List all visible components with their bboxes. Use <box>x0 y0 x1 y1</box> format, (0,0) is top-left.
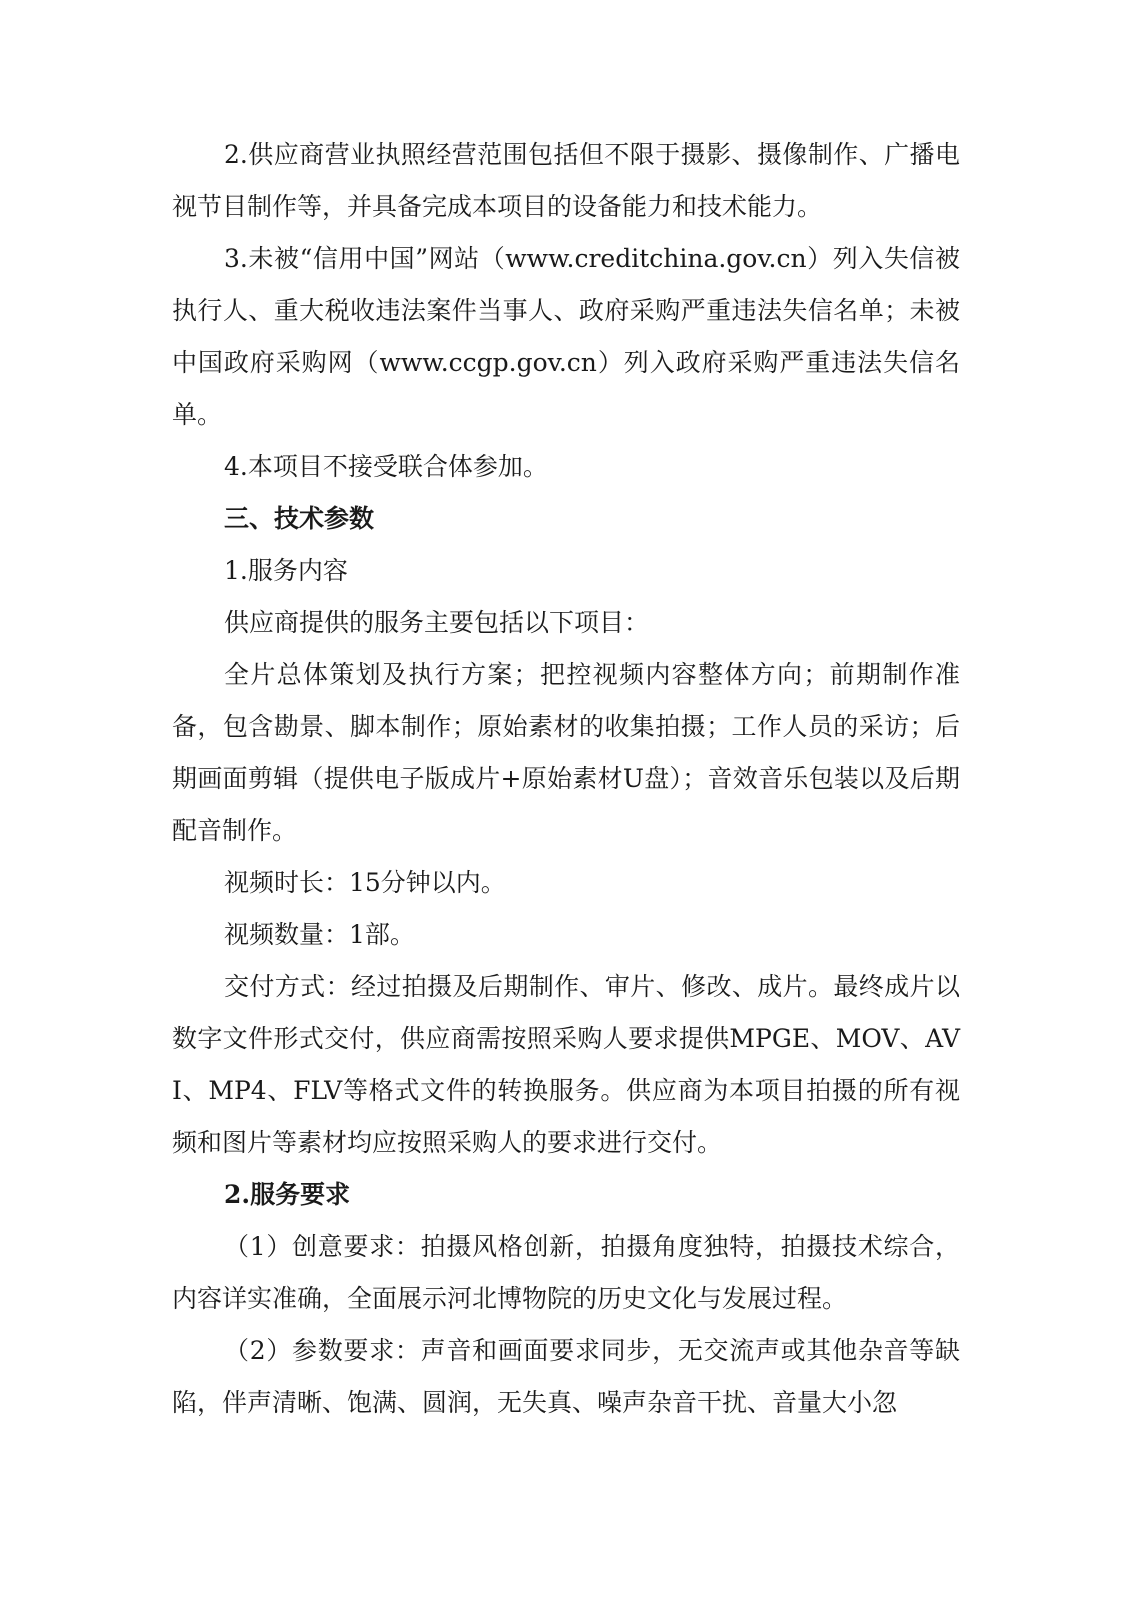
paragraph-requirement-2: 2.供应商营业执照经营范围包括但不限于摄影、摄像制作、广播电视节目制作等，并具备完成本项目的设备能力和技术能力。 <box>172 140 960 221</box>
paragraph-video-duration: 视频时长：15分钟以内。 <box>224 868 506 897</box>
paragraph-requirement-4: 4.本项目不接受联合体参加。 <box>224 452 548 481</box>
subheading-service-requirements: 2.服务要求 <box>224 1180 351 1209</box>
paragraph-requirement-3: 3.未被“信用中国”网站（www.creditchina.gov.cn）列入失信被执行人、重大税收违法案件当事人、政府采购严重违法失信名单；未被中国政府采购网（www.ccgp.gov.cn）列入政府采购严重违法失信名单。 <box>172 244 960 429</box>
paragraph-video-quantity: 视频数量：1部。 <box>224 920 415 949</box>
paragraph-parameter-requirements: （2）参数要求：声音和画面要求同步，无交流声或其他杂音等缺陷，伴声清晰、饱满、圆润，无失真、噪声杂音干扰、音量大小忽 <box>172 1336 960 1417</box>
paragraph-service-items: 全片总体策划及执行方案；把控视频内容整体方向；前期制作准备，包含勘景、脚本制作；原始素材的收集拍摄；工作人员的采访；后期画面剪辑（提供电子版成片+原始素材U盘）；音效音乐包装以及后期配音制作。 <box>172 660 960 845</box>
paragraph-creative-requirements: （1）创意要求：拍摄风格创新，拍摄角度独特，拍摄技术综合，内容详实准确，全面展示河北博物院的历史文化与发展过程。 <box>172 1232 960 1313</box>
subheading-service-content: 1.服务内容 <box>224 556 348 585</box>
paragraph-delivery-method: 交付方式：经过拍摄及后期制作、审片、修改、成片。最终成片以数字文件形式交付，供应商需按照采购人要求提供MPGE、MOV、AVI、MP4、FLV等格式文件的转换服务。供应商为本项目拍摄的所有视频和图片等素材均应按照采购人的要求进行交付。 <box>172 972 960 1157</box>
paragraph-service-intro: 供应商提供的服务主要包括以下项目： <box>224 608 650 637</box>
document-body <box>172 129 960 1429</box>
section-heading-technical-parameters: 三、技术参数 <box>224 504 375 533</box>
